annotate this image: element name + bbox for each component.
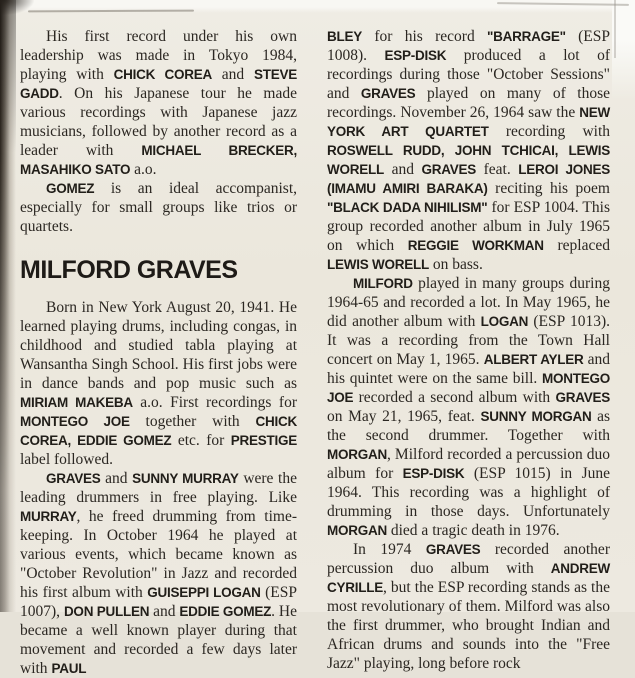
paragraph-milford-groups-1964-65: MILFORD played in many groups during 1964-65 and recorded a lot. In May 1965, he did another album with LOGAN (ESP 1013). It was a recording from the Town Hall concert on May 1, 1965. ALBERT AYLER and his quintet were on the same bill. MONTEGO JOE recorded a second album with GRAVES on May 21, 1965, feat. SUNNY MORGAN as the second drummer. Together with MORGAN, Milford recorded a percussion duo album for ESP-DISK (ESP 1015) in June 1964. This recording was a highlight of drumming in those days. Unfortunately MORGAN died a tragic death in 1976. xyxy=(327,275,610,539)
bold-artist-name: ALBERT AYLER xyxy=(483,352,584,367)
paragraph-graves-free-playing: GRAVES and SUNNY MURRAY were the leading drummers in free playing. Like MURRAY, he freed drumming from time-keeping. In October 1964 he played at various events, which became known as "October Revolution" in Jazz and recorded his first album with GUISEPPI LOGAN (ESP 1007), DON PULLEN and EDDIE GOMEZ. He became a well known player during that movement and recorded a few days later with PAUL xyxy=(20,470,297,677)
bold-artist-name: MICHAEL BRECKER, MASAHIKO SATO xyxy=(20,143,297,177)
bold-artist-name: GUISEPPI LOGAN xyxy=(147,585,261,600)
paragraph-bley-barrage-espdisk: BLEY for his record "BARRAGE" (ESP 1008). ESP-DISK produced a lot of recordings during those "October Sessions" and GRAVES played on many of those recordings. November 26, 1964 saw the NEW YORK ART QUARTET recording with ROSWELL RUDD, JOHN TCHICAI, LEWIS WORELL and GRAVES feat. LEROI JONES (IMAMU AMIRI BARAKA) reciting his poem "BLACK DADA NIHILISM" for ESP 1004. This group recorded another album in July 1965 on which REGGIE WORKMAN replaced LEWIS WORELL on bass. xyxy=(327,28,610,273)
bold-artist-name: MORGAN xyxy=(327,447,387,462)
bold-artist-name: MILFORD xyxy=(353,276,413,291)
bold-artist-name: PAUL xyxy=(51,661,87,676)
bold-artist-name: PRESTIGE xyxy=(230,433,298,448)
bold-artist-name: MURRAY xyxy=(20,509,77,524)
bold-artist-name: DON PULLEN xyxy=(63,604,150,619)
bold-artist-name: CHICK COREA, EDDIE GOMEZ xyxy=(20,414,297,448)
bold-artist-name: ESP-DISK xyxy=(402,466,465,481)
right-column xyxy=(327,27,610,678)
bold-artist-name: "BARRAGE" xyxy=(487,29,566,44)
bold-artist-name: ESP-DISK xyxy=(384,48,447,63)
bold-artist-name: ANDREW CYRILLE xyxy=(327,561,610,595)
bold-artist-name: MONTEGO JOE xyxy=(20,414,130,429)
scan-right-edge-line xyxy=(614,0,616,58)
bold-artist-name: LOGAN xyxy=(480,314,529,329)
bold-artist-name: REGGIE WORKMAN xyxy=(407,238,544,253)
bold-artist-name: STEVE GADD xyxy=(20,67,297,101)
bold-artist-name: GOMEZ xyxy=(46,181,95,196)
paragraph-1974-percussion-duo: In 1974 GRAVES recorded another percussion duo album with ANDREW CYRILLE, but the ESP recording stands as the most revolutionary of them. Milford was also the first drummer, who brought Indian and African drums and sounds into the "Free Jazz" playing, long before rock xyxy=(327,541,610,672)
bold-artist-name: GRAVES xyxy=(425,542,481,557)
bold-artist-name: LEROI JONES (IMAMU AMIRI BARAKA) xyxy=(327,162,610,196)
bold-artist-name: GRAVES xyxy=(421,162,477,177)
section-heading-milford-graves: MILFORD GRAVES xyxy=(20,256,238,284)
bold-artist-name: MONTEGO JOE xyxy=(327,371,610,405)
bold-artist-name: GRAVES xyxy=(46,471,101,486)
paragraph-gomez-accompanist: GOMEZ is an ideal accompanist, especially for small groups like trios or quartets. xyxy=(20,180,297,235)
bold-artist-name: BLEY xyxy=(327,29,363,44)
left-column xyxy=(20,27,297,678)
book-spine-shadow xyxy=(0,0,16,612)
paragraph-graves-biography: Born in New York August 20, 1941. He learned playing drums, including congas, in childhood and studied tabla playing at Wansantha Singh School. His first jobs were in dance bands and pop music such as MIRIAM MAKEBA a.o. First recordings for MONTEGO JOE together with CHICK COREA, EDDIE GOMEZ etc. for PRESTIGE label followed. xyxy=(20,299,298,468)
bold-artist-name: GRAVES xyxy=(360,86,416,101)
bold-artist-name: SUNNY MURRAY xyxy=(132,471,239,486)
bold-artist-name: NEW YORK ART QUARTET xyxy=(327,105,610,139)
bold-artist-name: EDDIE GOMEZ xyxy=(179,604,272,619)
paragraph-eddie-gomez-leadership: His first record under his own leadership was made in Tokyo 1984, playing with CHICK COREA and STEVE GADD. On his Japanese tour he made various recordings with Japanese jazz musicians, followed by another record as a leader with MICHAEL BRECKER, MASAHIKO SATO a.o. xyxy=(20,28,297,178)
bold-artist-name: MORGAN xyxy=(327,523,387,538)
bold-artist-name: "BLACK DADA NIHILISM" xyxy=(327,200,488,215)
bold-artist-name: MIRIAM MAKEBA xyxy=(20,395,133,410)
bold-artist-name: CHICK COREA xyxy=(113,67,213,82)
bold-artist-name: GRAVES xyxy=(555,390,610,405)
scan-corner-smudge xyxy=(0,0,34,15)
bold-artist-name: LEWIS WORELL xyxy=(327,257,429,272)
bold-artist-name: SUNNY MORGAN xyxy=(480,409,592,424)
bold-artist-name: ROSWELL RUDD, JOHN TCHICAI, LEWIS WORELL xyxy=(327,143,610,177)
